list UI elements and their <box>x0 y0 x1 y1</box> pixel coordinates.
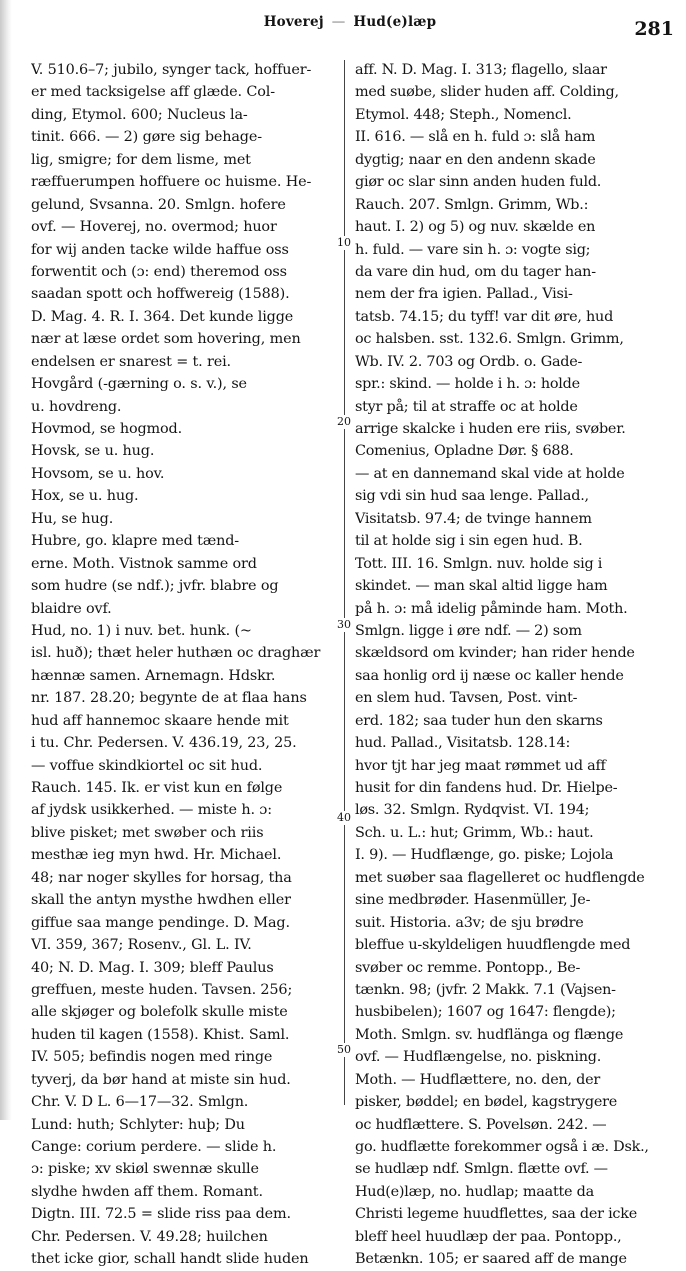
left-column-line: i tu. Chr. Pedersen. V. 436.19, 23, 25. <box>31 735 297 752</box>
right-column-line: saa honlig ord ij næse oc kaller hende <box>355 667 624 684</box>
right-column-line: på h. ɔ: må idelig påminde ham. Moth. <box>355 600 628 617</box>
right-column-line: tænkn. 98; (jvfr. 2 Makk. 7.1 (Vajsen- <box>355 981 616 998</box>
left-column-line: mesthæ ieg myn hwd. Hr. Michael. <box>31 847 282 864</box>
running-head-separator: — <box>331 14 346 30</box>
left-column-line: Chr. Pedersen. V. 49.28; huilchen <box>31 1228 268 1245</box>
left-column-line: isl. huð); thæt heler huthæn oc draghær <box>31 645 321 662</box>
line-number-20: 20 <box>333 415 355 429</box>
left-column-line: alle skjøger og bolefolk skulle miste <box>31 1004 288 1021</box>
right-column-line: med suøbe, slider huden aff. Colding, <box>355 84 619 101</box>
left-column-line: for wij anden tacke wilde haffue oss <box>31 241 289 258</box>
right-column-line: bleffue u-skyldeligen huudflengde med <box>355 937 631 954</box>
right-column-line: Moth. Smlgn. sv. hudflänga og flænge <box>355 1026 624 1043</box>
left-column-line: Hu, se hug. <box>31 510 114 527</box>
left-column-line: nr. 187. 28.20; begynte de at flaa hans <box>31 690 307 707</box>
left-column-line: Hovsom, se u. hov. <box>31 465 165 482</box>
right-column-line: giør oc slar sinn anden huden fuld. <box>355 174 602 191</box>
right-column-line: Sch. u. L.: hut; Grimm, Wb.: haut. <box>355 824 594 841</box>
left-column-line: af jydsk usikkerhed. — miste h. ɔ: <box>31 802 272 819</box>
left-column-line: greffuen, meste huden. Tavsen. 256; <box>31 981 293 998</box>
right-column-line: hud. Pallad., Visitatsb. 128.14: <box>355 735 571 752</box>
left-column-line: tyverj, da bør hand at miste sin hud. <box>31 1071 291 1088</box>
left-column-line: er med tacksigelse aff glæde. Col- <box>31 84 275 101</box>
right-column-line: Etymol. 448; Steph., Nomencl. <box>355 106 572 123</box>
left-column-line: ɔ: piske; xv skiøl swennæ skulle <box>31 1161 259 1178</box>
right-column-line: bleff heel huudlæp der paa. Pontopp., <box>355 1228 622 1245</box>
left-column-line: blive pisket; met swøber och riis <box>31 824 264 841</box>
left-column-line: — voffue skindkiortel oc sit hud. <box>31 757 263 774</box>
left-column-line: huden til kagen (1558). Khist. Saml. <box>31 1026 290 1043</box>
right-column-line: Wb. IV. 2. 703 og Ordb. o. Gade- <box>355 353 583 370</box>
right-column-line: tatsb. 74.15; du tyff! var dit øre, hud <box>355 308 614 325</box>
right-column-line: erd. 182; saa tuder hun den skarns <box>355 712 603 729</box>
left-column-line: Chr. V. D L. 6—17—32. Smlgn. <box>31 1094 249 1111</box>
left-column-line: gelund, Svsanna. 20. Smlgn. hofere <box>31 196 286 213</box>
left-column-line: forwentit och (ɔ: end) theremod oss <box>31 263 287 280</box>
right-column-line: Rauch. 207. Smlgn. Grimm, Wb.: <box>355 196 589 213</box>
right-column-line: husbibelen); 1607 og 1647: flengde); <box>355 1004 616 1021</box>
left-column-line: ding, Etymol. 600; Nucleus la- <box>31 106 248 123</box>
left-column-line: IV. 505; befindis nogen med ringe <box>31 1049 273 1066</box>
left-column-line: hænnæ samen. Arnemagn. Hdskr. <box>31 667 276 684</box>
right-column-line: oc halsben. sst. 132.6. Smlgn. Grimm, <box>355 331 624 348</box>
left-column-line: VI. 359, 367; Rosenv., Gl. L. IV. <box>31 937 252 954</box>
right-column-line: pisker, bøddel; en bødel, kagstrygere <box>355 1094 617 1111</box>
left-column-line: V. 510.6–7; jubilo, synger tack, hoffuer- <box>31 62 312 78</box>
left-column-line: 40; N. D. Mag. I. 309; bleff Paulus <box>31 959 274 976</box>
right-column-line: til at holde sig i sin egen hud. B. <box>355 533 583 550</box>
right-column-line: ovf. — Hudflængelse, no. piskning. <box>355 1049 602 1066</box>
right-column-line: sig vdi sin hud saa lenge. Pallad., <box>355 488 589 505</box>
column-rule <box>344 60 345 1105</box>
right-column-line: I. 9). — Hudflænge, go. piske; Lojola <box>355 847 614 864</box>
left-column-line: tinit. 666. — 2) gøre sig behage- <box>31 129 262 146</box>
line-number-10: 10 <box>333 236 355 250</box>
line-number-30: 30 <box>333 618 355 632</box>
running-head-left-term: Hoverej <box>263 14 324 30</box>
right-column-line: arrige skalcke i huden ere riis, svøber. <box>355 421 626 437</box>
right-column-line: Visitatsb. 97.4; de tvinge hannem <box>355 510 592 527</box>
right-column-line: dygtig; naar en den andenn skade <box>355 151 596 168</box>
running-head-right-term: Hud(e)læp <box>353 14 437 30</box>
right-column-line: Smlgn. ligge i øre ndf. — 2) som <box>355 622 582 639</box>
right-column-line: skindet. — man skal altid ligge ham <box>355 578 608 595</box>
left-column-line: ovf. — Hoverej, no. overmod; huor <box>31 219 277 236</box>
left-column-line: hud aff hannemoc skaare hende mit <box>31 712 289 729</box>
right-column-line: go. hudflætte forekommer også i æ. Dsk., <box>355 1139 649 1155</box>
right-column-line: husit for din fandens hud. Dr. Hielpe- <box>355 780 618 796</box>
running-head <box>225 14 475 30</box>
left-column-line: endelsen er snarest = t. rei. <box>31 353 231 370</box>
right-column-line: Betænkn. 105; er saared aff de mange <box>355 1251 627 1268</box>
left-column-line: erne. Moth. Vistnok samme ord <box>31 555 257 572</box>
right-column <box>355 59 673 1271</box>
left-column-line: D. Mag. 4. R. I. 364. Det kunde ligge <box>31 308 294 325</box>
left-column-line: blaidre ovf. <box>31 600 112 617</box>
right-column-line: nem der fra igien. Pallad., Visi- <box>355 286 573 303</box>
left-column <box>31 59 335 1271</box>
left-column-line: Hud, no. 1) i nuv. bet. hunk. (~ <box>31 622 252 639</box>
line-number-50: 50 <box>333 1043 355 1057</box>
left-column-line: Hovmod, se hogmod. <box>31 421 183 437</box>
right-column-line: h. fuld. — vare sin h. ɔ: vogte sig; <box>355 241 591 258</box>
right-column-line: II. 616. — slå en h. fuld ɔ: slå ham <box>355 129 596 146</box>
right-column-line: suit. Historia. a3v; de sju brødre <box>355 914 584 931</box>
left-column-line: ræffuerumpen hoffuere oc huisme. He- <box>31 174 312 191</box>
page-number: 281 <box>634 18 674 40</box>
left-column-line: saadan spott och hoffwereig (1588). <box>31 286 290 303</box>
right-column-line: da vare din hud, om du tager han- <box>355 263 596 280</box>
left-column-line: slydhe hwden aff them. Romant. <box>31 1183 263 1200</box>
right-column-line: en slem hud. Tavsen, Post. vint- <box>355 690 578 707</box>
left-column-line: giffue saa mange pendinge. D. Mag. <box>31 914 290 931</box>
right-column-line: løs. 32. Smlgn. Rydqvist. VI. 194; <box>355 802 590 819</box>
right-column-line: spr.: skind. — holde i h. ɔ: holde <box>355 376 580 393</box>
right-column-line: met suøber saa flagelleret oc hudflengde <box>355 869 645 886</box>
right-column-line: skældsord om kvinder; han rider hende <box>355 645 635 662</box>
right-column-line: Tott. III. 16. Smlgn. nuv. holde sig i <box>355 555 603 572</box>
left-column-line: Hox, se u. hug. <box>31 488 139 505</box>
left-column-line: 48; nar noger skylles for horsag, tha <box>31 869 292 886</box>
right-column-line: hvor tjt har jeg maat rømmet ud aff <box>355 757 606 774</box>
left-column-line: som hudre (se ndf.); jvfr. blabre og <box>31 578 279 595</box>
left-column-line: Cange: corium perdere. — slide h. <box>31 1139 277 1155</box>
left-column-line: lig, smigre; for dem lisme, met <box>31 151 251 168</box>
right-column-line: — at en dannemand skal vide at holde <box>355 465 625 482</box>
right-column-line: Moth. — Hudflættere, no. den, der <box>355 1071 601 1088</box>
line-number-40: 40 <box>333 811 355 825</box>
left-column-line: Digtn. III. 72.5 = slide riss paa dem. <box>31 1206 291 1223</box>
right-column-line: oc hudflættere. S. Povelsøn. 242. — <box>355 1116 607 1133</box>
left-column-line: Hubre, go. klapre med tænd- <box>31 533 239 550</box>
left-column-line: Hovsk, se u. hug. <box>31 443 155 460</box>
left-column-line: u. hovdreng. <box>31 398 122 415</box>
right-column-line: aff. N. D. Mag. I. 313; flagello, slaar <box>355 62 607 78</box>
left-column-line: nær at læse ordet som hovering, men <box>31 331 301 348</box>
left-column-line: skall the antyn mysthe hwdhen eller <box>31 892 291 909</box>
right-column-line: styr på; til at straffe oc at holde <box>355 398 578 415</box>
right-column-line: se hudlæp ndf. Smlgn. flætte ovf. — <box>355 1161 608 1178</box>
left-column-line: Hovgård (-gærning o. s. v.), se <box>31 376 247 393</box>
right-column-line: svøber oc remme. Pontopp., Be- <box>355 959 581 976</box>
right-column-line: sine medbrøder. Hasenmüller, Je- <box>355 892 591 909</box>
right-column-line: Hud(e)læp, no. hudlap; maatte da <box>355 1183 594 1200</box>
left-column-line: Lund: huth; Schlyter: huþ; Du <box>31 1116 245 1133</box>
page-edge-shadow <box>0 0 12 1120</box>
left-column-line: Rauch. 145. Ik. er vist kun en følge <box>31 780 283 796</box>
right-column-line: Comenius, Opladne Dør. § 688. <box>355 443 574 460</box>
right-column-line: haut. I. 2) og 5) og nuv. skælde en <box>355 219 596 236</box>
left-column-line: thet icke gior, schall handt slide huden <box>31 1251 309 1268</box>
right-column-line: Christi legeme huudflettes, saa der icke <box>355 1206 637 1223</box>
